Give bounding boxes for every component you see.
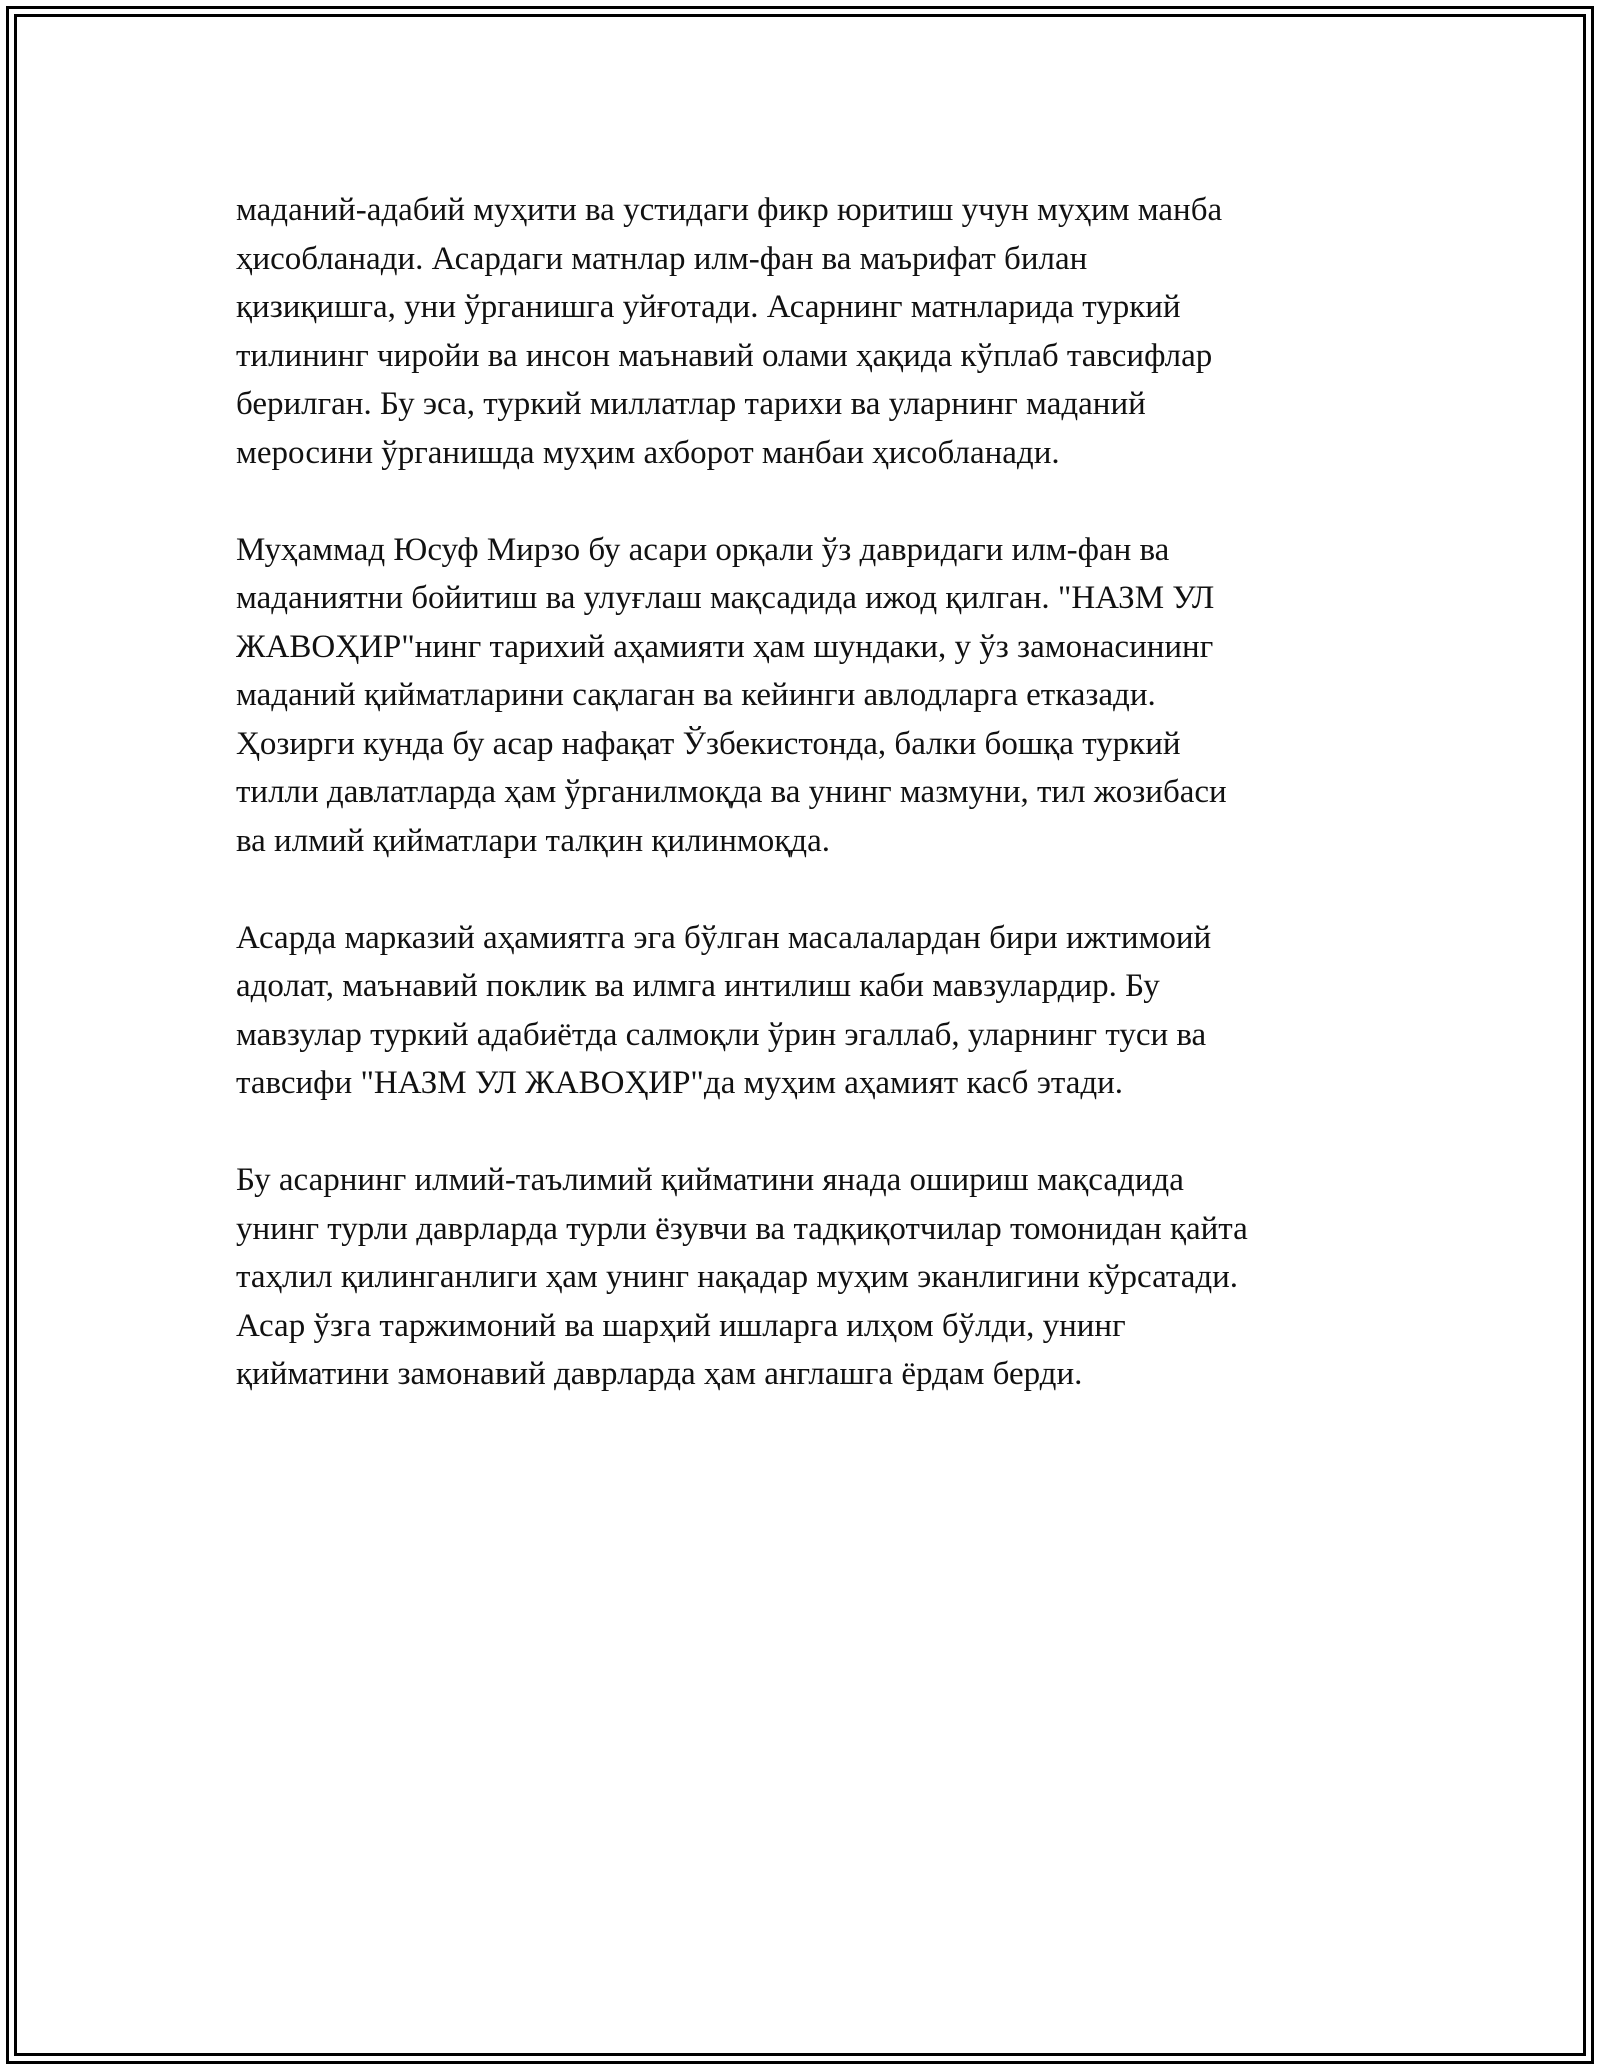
- text-line: тилли давлатларда ҳам ўрганилмоқда ва унинг мазмуни, тил жозибаси: [236, 774, 1227, 810]
- text-line: қизиқишга, уни ўрганишга уйғотади. Асарнинг матнларида туркий: [236, 289, 1181, 325]
- text-line: берилган. Бу эса, туркий миллатлар тарихи ва уларнинг маданий: [236, 386, 1146, 422]
- text-line: ЖАВОҲИР"нинг тарихий аҳамияти ҳам шундаки, у ўз замонасининг: [236, 628, 1214, 665]
- text-line: Асар ўзга таржимоний ва шарҳий ишларга илҳом бўлди, унинг: [236, 1307, 1126, 1344]
- text-line: мавзулар туркий адабиётда салмоқли ўрин эгаллаб, уларнинг туси ва: [236, 1016, 1207, 1053]
- text-line: қийматини замонавий даврларда ҳам англашга ёрдам берди.: [236, 1356, 1083, 1392]
- text-line: таҳлил қилинганлиги ҳам унинг нақадар муҳим эканлигини кўрсатади.: [236, 1259, 1239, 1295]
- text-line: маданий қийматларини сақлаган ва кейинги авлодларга етказади.: [236, 677, 1156, 713]
- text-line: Асарда марказий аҳамиятга эга бўлган масалалардан бири ижтимоий: [236, 919, 1212, 956]
- text-line: ҳисобланади. Асардаги матнлар илм-фан ва маърифат билан: [236, 240, 1088, 277]
- document-body: [236, 186, 1386, 1447]
- paragraph-4: [236, 1156, 1386, 1399]
- paragraph-2: [236, 526, 1386, 866]
- paragraph-3: [236, 914, 1386, 1108]
- text-line: Ҳозирги кунда бу асар нафақат Ўзбекистонда, балки бошқа туркий: [236, 725, 1181, 762]
- text-line: адолат, маънавий поклик ва илмга интилиш каби мавзулардир. Бу: [236, 968, 1160, 1004]
- text-line: Бу асарнинг илмий-таълимий қийматини янада ошириш мақсадида: [236, 1162, 1184, 1198]
- text-line: ва илмий қийматлари талқин қилинмоқда.: [236, 822, 830, 859]
- text-line: тавсифи "НАЗМ УЛ ЖАВОҲИР"да муҳим аҳамият касб этади.: [236, 1065, 1124, 1101]
- text-line: унинг турли даврларда турли ёзувчи ва тадқиқотчилар томонидан қайта: [236, 1210, 1248, 1247]
- text-line: тилининг чиройи ва инсон маънавий олами ҳақида кўплаб тавсифлар: [236, 337, 1213, 374]
- text-line: маданий-адабий муҳити ва устидаги фикр юритиш учун муҳим манба: [236, 192, 1223, 228]
- text-line: Муҳаммад Юсуф Мирзо бу асари орқали ўз давридаги илм-фан ва: [236, 531, 1170, 568]
- text-line: маданиятни бойитиш ва улуғлаш мақсадида ижод қилган. "НАЗМ УЛ: [236, 580, 1215, 616]
- paragraph-1: [236, 186, 1386, 477]
- text-line: меросини ўрганишда муҳим ахборот манбаи ҳисобланади.: [236, 434, 1060, 471]
